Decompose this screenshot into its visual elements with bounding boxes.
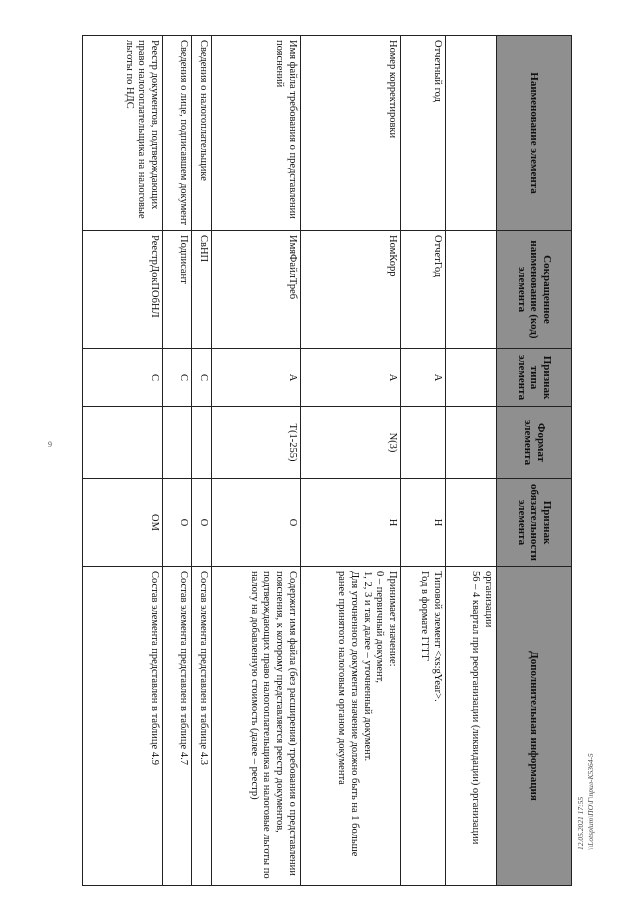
header-type: Признак типа элемента (497, 349, 572, 407)
table-row (301, 36, 401, 886)
cell-type: С (83, 349, 163, 407)
cell-required: О (192, 479, 212, 567)
cell-name: Реестр документов, подтверждающих право налогоплательщика на налоговые льготы по НДС (83, 36, 163, 231)
cell-code: СвНП (192, 231, 212, 349)
cell-format (192, 407, 212, 479)
header-name: Наименование элемента (497, 36, 572, 231)
rotated-table-wrapper (82, 35, 572, 885)
header-info: Дополнительная информация (497, 567, 572, 886)
header-code: Сокращенное наименование (код) элемента (497, 231, 572, 349)
info-line: Год в формате ГГГГ (418, 571, 430, 661)
cell-info (301, 567, 401, 886)
info-line: Состав элемента представлен в таблице 4.9 (149, 571, 161, 765)
cell-type: С (192, 349, 212, 407)
table-row (163, 36, 192, 886)
cell-required: Н (401, 479, 446, 567)
info-line: организации (483, 571, 494, 628)
info-line: Принимает значение: (387, 571, 399, 667)
cell-name: Отчетный год (401, 36, 446, 231)
info-line: Для уточненного документа значение должно быть на 1 больше ранее принятого налоговым органом документа (336, 571, 360, 857)
cell-info (211, 567, 300, 886)
info-line: Состав элемента представлен в таблице 4.7 (178, 571, 190, 765)
cell-name: Имя файла требования о представлении пояснений (211, 36, 300, 231)
cell-name (445, 36, 496, 231)
info-line: 0 – первичный документ, (374, 571, 386, 684)
cell-name: Сведения о лице, подписавшем документ (163, 36, 192, 231)
header-row (497, 36, 572, 886)
file-stamp (576, 680, 616, 860)
cell-type: С (163, 349, 192, 407)
info-line: 1, 2, 3 и так далее – уточненный документ. (361, 571, 373, 762)
cell-format (445, 407, 496, 479)
info-line: Типовой элемент <xs:gYear>. (431, 571, 443, 702)
cell-required (445, 479, 496, 567)
info-line: 56 – 4 квартал при реорганизации (ликвидации) организации (470, 571, 482, 845)
cell-info (83, 567, 163, 886)
stamp-date: 12.05.2021 17:55 (576, 796, 585, 850)
table-row (192, 36, 212, 886)
info-line: Содержит имя файла (без расширения) требования о представлении пояснения, к которому представляется реестр документов, подтверждающих право налогоплательщика на налоговые льготы по налогу на добавленную стоимость (далее – реестр) (248, 571, 299, 879)
cell-info (445, 567, 496, 886)
table-row (83, 36, 163, 886)
cell-type: А (211, 349, 300, 407)
element-spec-table (82, 35, 572, 886)
cell-required: Н (301, 479, 401, 567)
cell-format: N(3) (301, 407, 401, 479)
cell-code: ИмяФайлТреб (211, 231, 300, 349)
info-line: Состав элемента представлен в таблице 4.3 (197, 571, 209, 765)
cell-type: А (301, 349, 401, 407)
cell-type: А (401, 349, 446, 407)
cell-code (445, 231, 496, 349)
cell-format: T(1-255) (211, 407, 300, 479)
cell-name: Сведения о налогоплательщике (192, 36, 212, 231)
cell-code: НомКорр (301, 231, 401, 349)
cell-format (163, 407, 192, 479)
table-body (83, 36, 497, 886)
table-row (401, 36, 446, 886)
cell-required: ОМ (83, 479, 163, 567)
cell-info (401, 567, 446, 886)
table-row (445, 36, 496, 886)
cell-info (192, 567, 212, 886)
stamp-path: \\Lotsplum\ПО\Г\прил-К5364-5 (586, 753, 595, 850)
header-format: Формат элемента (497, 407, 572, 479)
cell-format (83, 407, 163, 479)
cell-code: Подписант (163, 231, 192, 349)
cell-name: Номер корректировки (301, 36, 401, 231)
table-row (211, 36, 300, 886)
cell-code: РеестрДокПОбНЛ (83, 231, 163, 349)
page-number: 9 (48, 440, 52, 449)
cell-type (445, 349, 496, 407)
cell-info (163, 567, 192, 886)
cell-required: О (211, 479, 300, 567)
header-required: Признак обязательности элемента (497, 479, 572, 567)
cell-code: ОтчетГод (401, 231, 446, 349)
cell-format (401, 407, 446, 479)
cell-required: О (163, 479, 192, 567)
